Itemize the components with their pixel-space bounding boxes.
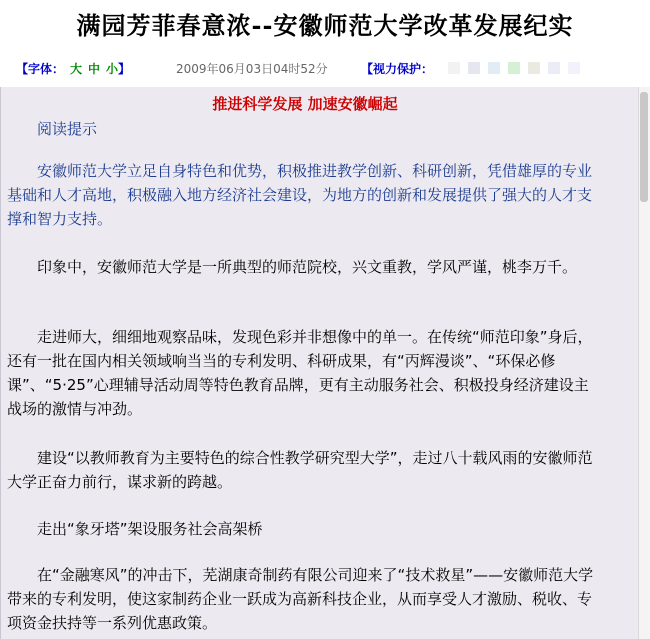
reading-tips-label: 阅读提示 (37, 120, 98, 138)
eye-color-swatch[interactable] (508, 62, 520, 74)
font-size-label: 【字体： (16, 62, 65, 76)
font-size-large-link[interactable]: 大 (70, 62, 83, 76)
article-title: 满园芳菲春意浓--安徽师范大学改革发展纪实 (76, 11, 574, 40)
eye-color-swatch[interactable] (548, 62, 560, 74)
paragraph: 印象中，安徽师范大学是一所典型的师范院校，兴文重教，学风严谨，桃李万千。 (37, 258, 578, 276)
eye-color-swatch[interactable] (488, 62, 500, 74)
paragraph: 走进师大，细细地观察品味，发现色彩并非想像中的单一。在传统“师范印象”身后，还有一批在国内相关领域响当当的专利发明、科研成果，有“丙辉漫谈”、“环保必修课”、“5·25”心理辅导活动周等特色教育品牌，更有主动服务社会、积极投身经济建设主战场的激情与冲劲。 (7, 328, 593, 418)
font-size-selector (16, 60, 130, 77)
eye-protection-label: 【视力保护： (361, 62, 434, 76)
font-size-small-link[interactable]: 小 (106, 62, 119, 76)
font-size-medium-link[interactable]: 中 (88, 62, 101, 76)
publish-date: 2009年06月03日04时52分 (176, 62, 328, 76)
article-content (0, 87, 639, 639)
eye-color-swatch[interactable] (568, 62, 580, 74)
font-size-close-bracket: 】 (118, 62, 131, 76)
article-toolbar (16, 60, 636, 78)
section-heading: 走出“象牙塔”架设服务社会高架桥 (37, 520, 263, 538)
eye-color-swatch[interactable] (448, 62, 460, 74)
eye-color-swatch[interactable] (468, 62, 480, 74)
eye-color-swatch[interactable] (528, 62, 540, 74)
article-subtitle: 推进科学发展 加速安徽崛起 (212, 95, 398, 113)
paragraph: 建设“以教师教育为主要特色的综合性教学研究型大学”，走过八十载风雨的安徽师范大学正奋力前行，谋求新的跨越。 (7, 449, 593, 491)
scrollbar-thumb[interactable] (640, 92, 648, 202)
paragraph: 在“金融寒风”的冲击下，芜湖康奇制药有限公司迎来了“技术救星”——安徽师范大学带来的专利发明，使这家制药企业一跃成为高新科技企业，从而享受人才激励、税收、专项资金扶持等一系列优惠政策。 (7, 566, 594, 632)
article-summary: 安徽师范大学立足自身特色和优势，积极推进教学创新、科研创新，凭借雄厚的专业基础和人才高地，积极融入地方经济社会建设，为地方的创新和发展提供了强大的人才支撑和智力支持。 (7, 162, 593, 228)
